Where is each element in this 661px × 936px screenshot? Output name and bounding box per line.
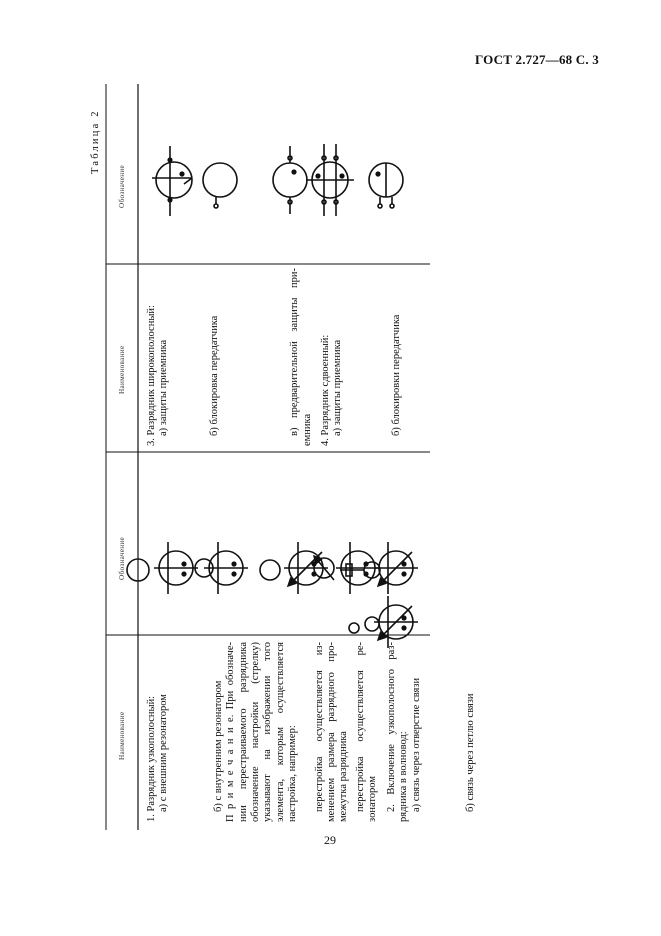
broadband-transmitter-symbol [203,163,237,208]
text-line: перестройка осуществляется ре- [354,642,366,812]
text-line: 2. Включение узкополосного раз- [385,642,397,812]
broadband-pre-protection-symbol [273,146,307,214]
text-line: 4. Разрядник сдвоенный: [320,334,332,446]
column-header-symbol-1: Обозначение [118,536,126,580]
dual-transmitter-symbol [369,163,403,208]
column-header-name-1: Наименование [118,711,126,760]
text-line: емника [301,413,313,446]
text-line: межутка разрядника [338,731,350,822]
text-line: указывают на изображении того [262,642,274,822]
column-header-symbol-2: Обозначение [118,164,126,208]
text-line: зонатором [367,776,379,822]
text-line: б) блокировки передатчика [390,314,402,436]
document-header: ГОСТ 2.727—68 С. 3 [474,52,599,67]
text-line: перестройка осуществляется из- [313,642,325,812]
column-header-name-2: Наименование [118,345,126,394]
text-line: настройка, например: [287,725,299,822]
table-tag: Таблица 2 [90,109,101,174]
text-line: 1. Разрядник узкополосный: [146,695,157,822]
broadband-receiver-symbol [152,146,192,216]
text-line: а) связь через отверстие связи [410,677,422,812]
text-line: рядника в волновод: [398,731,410,822]
text-line: обозначение настройки (стрелку) [250,642,262,822]
text-line: 3. Разрядник широкополосный: [146,305,157,446]
rotated-table-sheet [90,70,476,830]
text-line: менением размера разрядного про- [326,642,338,822]
text-line: б) связь через петлю связи [464,693,476,812]
text-line: П р и м е ч а н и е. При обозначе- [225,642,237,822]
page-number: 29 [324,833,336,847]
text-line: нии перестраиваемого разрядника [237,642,249,822]
text-line: а) защиты приемника [158,339,170,436]
dual-receiver-symbol [306,144,354,216]
text-line: б) с внутренним резонатором [212,680,224,812]
text-line: в) предварительной защиты при- [289,268,301,436]
text-line: а) с внешним резонатором [158,694,170,812]
text-line: б) блокировка передатчика [208,315,220,436]
text-line: элемента, которым осуществляется [274,642,286,822]
symbols-column-2 [90,70,430,830]
text-line: а) защиты приемника [332,339,344,436]
